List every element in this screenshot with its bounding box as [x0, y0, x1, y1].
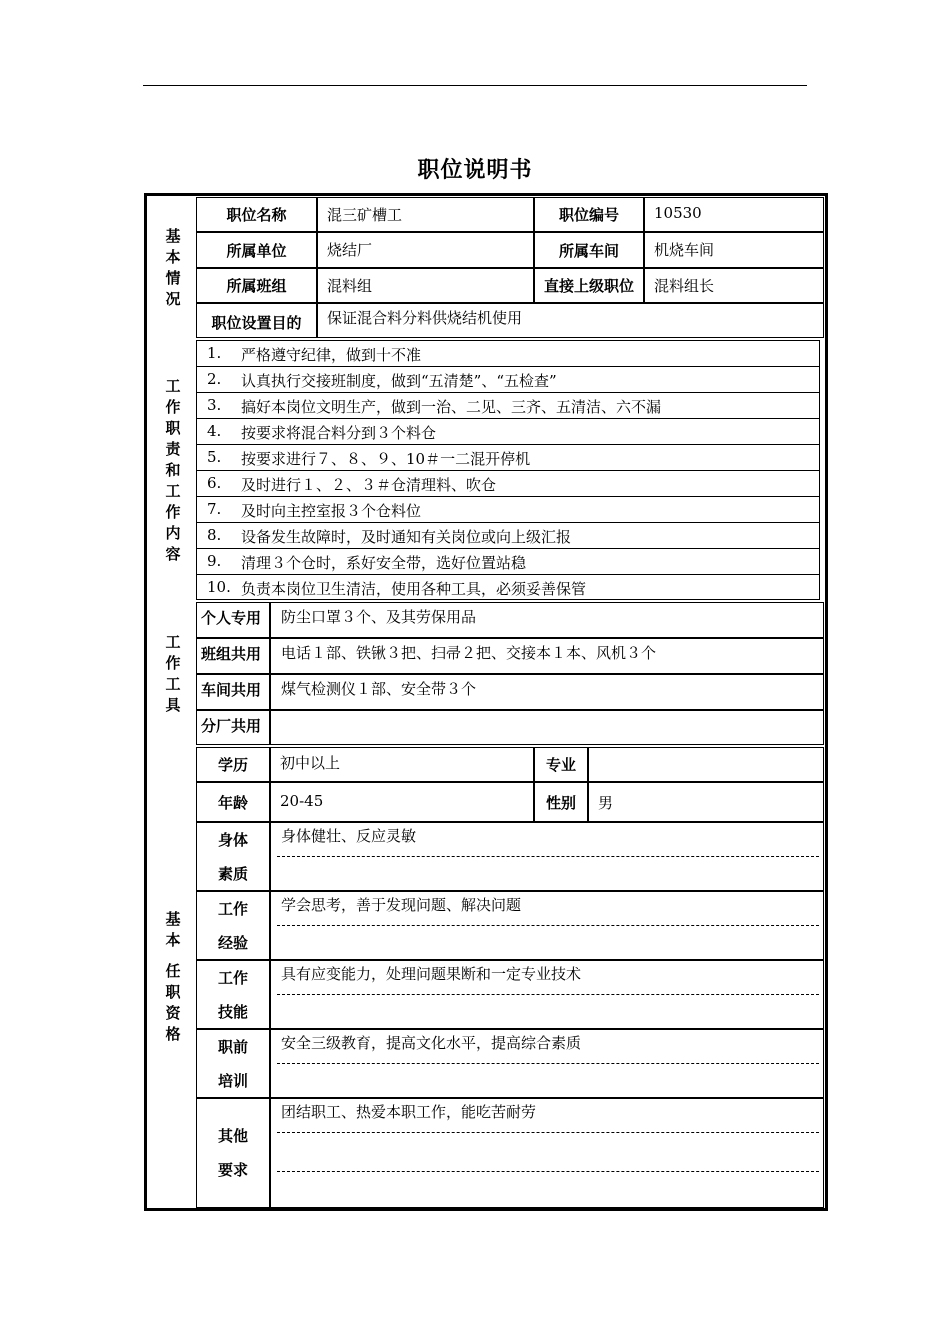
age-value: 20-45	[270, 782, 534, 822]
other-requirements-label-line1: 其他	[217, 1127, 248, 1145]
duty-item	[197, 445, 819, 471]
work-experience-value-cell	[270, 891, 824, 960]
tool-category-value	[270, 710, 824, 745]
team-label: 所属班组	[196, 268, 317, 303]
duty-number: 6.	[207, 474, 222, 492]
section-basic-label: 基 本 情 况	[165, 226, 181, 308]
work-skill-value: 具有应变能力，处理问题果断和一定专业技术	[281, 965, 582, 983]
purpose-value: 保证混合料分料供烧结机使用	[317, 303, 824, 338]
work-skill-label-line2: 技能	[217, 1002, 248, 1021]
duty-number: 3.	[207, 396, 222, 414]
gender-value: 男	[588, 782, 824, 822]
duty-item	[197, 419, 819, 445]
work-skill-label-line1: 工作	[217, 968, 248, 987]
major-value	[588, 747, 824, 782]
duty-item	[197, 393, 819, 419]
duty-item	[197, 497, 819, 523]
duty-text: 设备发生故障时，及时通知有关岗位或向上级汇报	[241, 528, 572, 546]
work-experience-label-line1: 工作	[217, 899, 248, 918]
duty-item	[197, 575, 819, 601]
education-value: 初中以上	[270, 747, 534, 782]
duty-text: 搞好本岗位文明生产，做到一治、二见、三齐、五清洁、六不漏	[241, 398, 662, 416]
tool-category-value: 防尘口罩３个、及其劳保用品	[270, 602, 824, 638]
tool-category-value: 电话１部、铁锹３把、扫帚２把、交接本１本、风机３个	[270, 638, 824, 674]
duty-item	[197, 523, 819, 549]
tool-category-label: 车间共用	[196, 674, 270, 710]
workshop-label: 所属车间	[534, 232, 644, 268]
duty-text: 及时进行１、２、３＃仓清理料、吹仓	[241, 476, 497, 494]
physical-quality-label-line2: 素质	[217, 864, 248, 883]
dashed-writing-line	[277, 1171, 819, 1172]
pre-job-training-value-cell	[270, 1029, 824, 1098]
duty-text: 清理３个仓时，系好安全带，选好位置站稳	[241, 554, 527, 572]
tool-category-label: 班组共用	[196, 638, 270, 674]
major-label: 专业	[534, 747, 588, 782]
dashed-writing-line	[277, 1132, 819, 1133]
duty-item	[197, 549, 819, 575]
duty-item	[197, 367, 819, 393]
dashed-writing-line	[277, 925, 819, 926]
other-requirements-label	[196, 1098, 270, 1208]
physical-quality-label-line1: 身体	[217, 830, 248, 849]
other-requirements-value-cell	[270, 1098, 824, 1208]
job-name-label: 职位名称	[196, 197, 317, 232]
duties-list	[196, 340, 820, 600]
work-experience-value: 学会思考，善于发现问题、解决问题	[281, 896, 522, 914]
pre-job-training-label-line1: 职前	[217, 1037, 248, 1056]
duty-text: 按要求将混合料分到３个料仓	[241, 424, 437, 442]
dashed-writing-line	[277, 994, 819, 995]
team-value: 混料组	[317, 268, 534, 303]
job-name-value: 混三矿槽工	[317, 197, 534, 232]
dashed-writing-line	[277, 1063, 819, 1064]
section-tools-label: 工 作 工 具	[165, 632, 181, 714]
workshop-value: 机烧车间	[644, 232, 824, 268]
superior-value: 混料组长	[644, 268, 824, 303]
superior-label: 直接上级职位	[534, 268, 644, 303]
other-requirements-value: 团结职工、热爱本职工作，能吃苦耐劳	[281, 1103, 537, 1121]
duty-text: 严格遵守纪律，做到十不准	[241, 346, 422, 364]
duty-number: 7.	[207, 500, 222, 518]
duty-item	[197, 341, 819, 367]
duty-number: 4.	[207, 422, 222, 440]
duty-text: 认真执行交接班制度，做到“五清楚”、“五检查”	[241, 372, 557, 390]
section-duties-label: 工 作 职 责 和 工 作 内 容	[165, 376, 181, 563]
unit-label: 所属单位	[196, 232, 317, 268]
other-requirements-label-line2: 要求	[217, 1161, 248, 1179]
section-qualification-label: 基 本 任 职 资 格	[165, 910, 181, 1043]
tool-category-label: 个人专用	[196, 602, 270, 638]
duty-number: 10.	[207, 578, 231, 596]
job-code-label: 职位编号	[534, 197, 644, 232]
duty-item	[197, 471, 819, 497]
tool-category-label: 分厂共用	[196, 710, 270, 745]
tool-category-value: 煤气检测仪１部、安全带３个	[270, 674, 824, 710]
gender-label: 性别	[534, 782, 588, 822]
pre-job-training-label-line2: 培训	[217, 1071, 248, 1090]
duty-number: 1.	[207, 344, 222, 362]
duty-number: 9.	[207, 552, 222, 570]
duty-number: 8.	[207, 526, 222, 544]
education-label: 学历	[196, 747, 270, 782]
work-experience-label	[196, 891, 270, 960]
dashed-writing-line	[277, 856, 819, 857]
pre-job-training-value: 安全三级教育，提高文化水平，提高综合素质	[281, 1034, 582, 1052]
page-title: 职位说明书	[417, 158, 533, 183]
pre-job-training-label	[196, 1029, 270, 1098]
physical-quality-label	[196, 822, 270, 891]
duty-text: 按要求进行７、８、９、10＃一二混开停机	[241, 450, 531, 468]
work-skill-label	[196, 960, 270, 1029]
header-rule	[143, 85, 807, 86]
duty-text: 及时向主控室报３个仓料位	[241, 502, 422, 520]
duty-text: 负责本岗位卫生清洁，使用各种工具，必须妥善保管	[241, 580, 587, 598]
purpose-label: 职位设置目的	[196, 303, 317, 338]
physical-quality-value-cell	[270, 822, 824, 891]
duty-number: 5.	[207, 448, 222, 466]
physical-quality-value: 身体健壮、反应灵敏	[281, 827, 417, 845]
duty-number: 2.	[207, 370, 222, 388]
age-label: 年龄	[196, 782, 270, 822]
work-skill-value-cell	[270, 960, 824, 1029]
job-code-value: 10530	[644, 197, 824, 232]
unit-value: 烧结厂	[317, 232, 534, 268]
work-experience-label-line2: 经验	[217, 933, 248, 952]
